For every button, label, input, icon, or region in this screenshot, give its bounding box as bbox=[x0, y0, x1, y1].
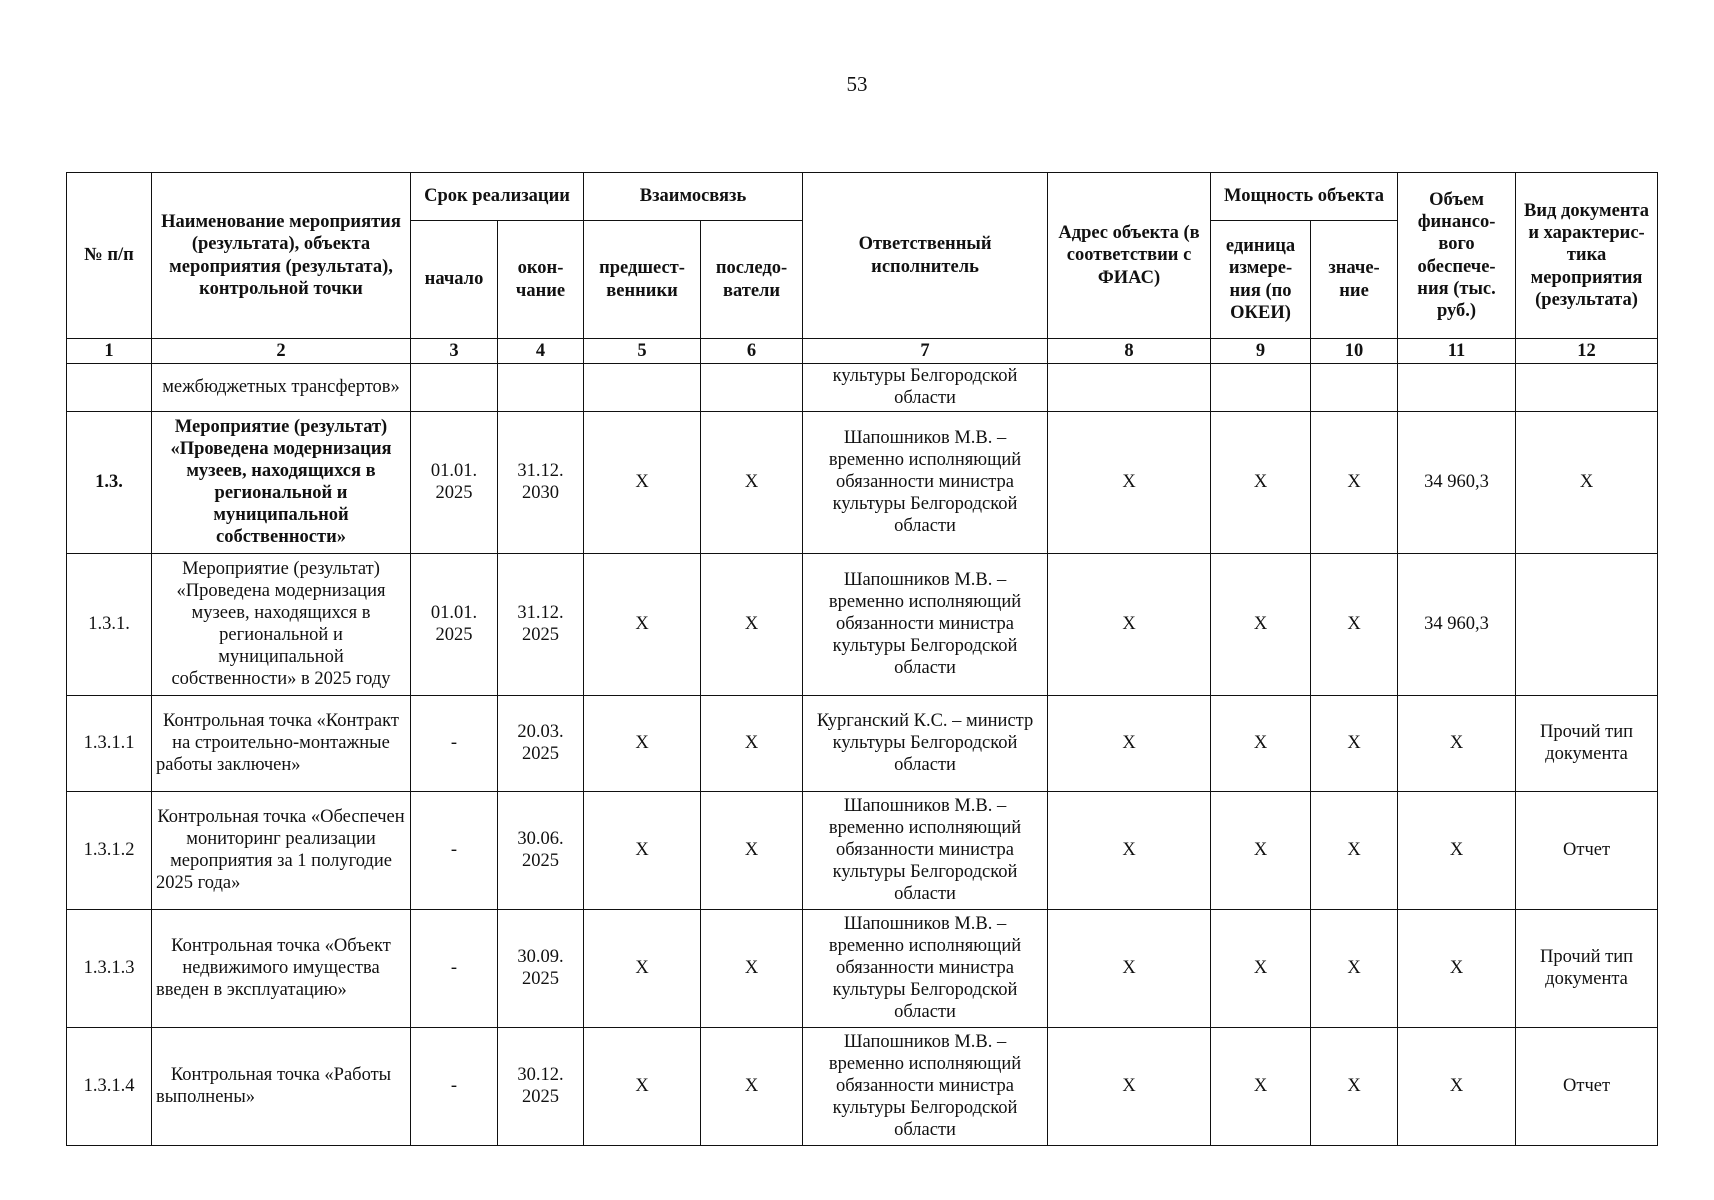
row-doc-type: Отчет bbox=[1516, 1027, 1658, 1145]
header-doc-type: Вид документа и характерис-тика мероприятия (результата) bbox=[1516, 173, 1658, 339]
row-value: X bbox=[1311, 695, 1398, 791]
column-number: 1 bbox=[67, 339, 152, 364]
row-number: 1.3.1.3 bbox=[67, 909, 152, 1027]
row-pred: X bbox=[584, 1027, 701, 1145]
row-succ: X bbox=[701, 411, 803, 553]
row-unit: X bbox=[1211, 695, 1311, 791]
column-number: 6 bbox=[701, 339, 803, 364]
row-finance: 34 960,3 bbox=[1398, 411, 1516, 553]
header-finance: Объем финансо-вого обеспече-ния (тыс. руб.) bbox=[1398, 173, 1516, 339]
row-doc-type: Прочий тип документа bbox=[1516, 909, 1658, 1027]
column-number: 4 bbox=[498, 339, 584, 364]
table-row bbox=[67, 909, 1658, 1027]
row-start: - bbox=[411, 1027, 498, 1145]
row-unit: X bbox=[1211, 553, 1311, 695]
row-finance: X bbox=[1398, 695, 1516, 791]
row-finance: 34 960,3 bbox=[1398, 553, 1516, 695]
row-finance bbox=[1398, 364, 1516, 411]
row-unit bbox=[1211, 364, 1311, 411]
row-pred: X bbox=[584, 791, 701, 909]
row-start: - bbox=[411, 791, 498, 909]
table-row bbox=[67, 364, 1658, 411]
row-value: X bbox=[1311, 909, 1398, 1027]
row-doc-type bbox=[1516, 553, 1658, 695]
row-succ: X bbox=[701, 695, 803, 791]
row-name: межбюджетных трансфертов» bbox=[152, 364, 411, 411]
row-end: 30.12. 2025 bbox=[498, 1027, 584, 1145]
row-name: Контрольная точка «Работы выполнены» bbox=[152, 1027, 411, 1145]
row-succ: X bbox=[701, 553, 803, 695]
row-succ: X bbox=[701, 909, 803, 1027]
row-start: 01.01. 2025 bbox=[411, 411, 498, 553]
row-start: - bbox=[411, 695, 498, 791]
row-name: Мероприятие (результат) «Проведена модернизация музеев, находящихся в региональной и муниципальной собственности» bbox=[152, 411, 411, 553]
row-value: X bbox=[1311, 411, 1398, 553]
row-responsible: культуры Белгородской области bbox=[803, 364, 1048, 411]
row-address: X bbox=[1048, 909, 1211, 1027]
table-row bbox=[67, 695, 1658, 791]
row-name: Мероприятие (результат) «Проведена модернизация музеев, находящихся в региональной и муниципальной собственности» в 2025 году bbox=[152, 553, 411, 695]
row-address: X bbox=[1048, 411, 1211, 553]
row-name: Контрольная точка «Объект недвижимого имущества введен в эксплуатацию» bbox=[152, 909, 411, 1027]
row-end: 20.03. 2025 bbox=[498, 695, 584, 791]
row-succ: X bbox=[701, 1027, 803, 1145]
column-number: 2 bbox=[152, 339, 411, 364]
row-address: X bbox=[1048, 695, 1211, 791]
row-finance: X bbox=[1398, 791, 1516, 909]
row-pred bbox=[584, 364, 701, 411]
column-number: 8 bbox=[1048, 339, 1211, 364]
row-start: - bbox=[411, 909, 498, 1027]
row-responsible: Шапошников М.В. – временно исполняющий обязанности министра культуры Белгородской области bbox=[803, 1027, 1048, 1145]
header-name: Наименование мероприятия (результата), объекта мероприятия (результата), контрольной точки bbox=[152, 173, 411, 339]
row-pred: X bbox=[584, 909, 701, 1027]
column-numbers-row bbox=[67, 339, 1658, 364]
implementation-plan-table bbox=[66, 172, 1658, 1146]
header-term-start: начало bbox=[411, 221, 498, 339]
header-link-pred: предшест-венники bbox=[584, 221, 701, 339]
row-name: Контрольная точка «Обеспечен мониторинг реализации мероприятия за 1 полугодие 2025 года» bbox=[152, 791, 411, 909]
row-number bbox=[67, 364, 152, 411]
row-finance: X bbox=[1398, 909, 1516, 1027]
row-number: 1.3.1. bbox=[67, 553, 152, 695]
row-pred: X bbox=[584, 411, 701, 553]
row-doc-type bbox=[1516, 364, 1658, 411]
header-power-group: Мощность объекта bbox=[1211, 173, 1398, 221]
row-end: 30.09. 2025 bbox=[498, 909, 584, 1027]
row-pred: X bbox=[584, 553, 701, 695]
row-start: 01.01. 2025 bbox=[411, 553, 498, 695]
row-address bbox=[1048, 364, 1211, 411]
row-responsible: Курганский К.С. – министр культуры Белгородской области bbox=[803, 695, 1048, 791]
row-responsible: Шапошников М.В. – временно исполняющий обязанности министра культуры Белгородской области bbox=[803, 909, 1048, 1027]
header-row-1 bbox=[67, 173, 1658, 221]
column-number: 9 bbox=[1211, 339, 1311, 364]
column-number: 7 bbox=[803, 339, 1048, 364]
row-end: 31.12. 2025 bbox=[498, 553, 584, 695]
header-link-succ: последо-ватели bbox=[701, 221, 803, 339]
header-link-group: Взаимосвязь bbox=[584, 173, 803, 221]
row-value: X bbox=[1311, 553, 1398, 695]
row-number: 1.3.1.2 bbox=[67, 791, 152, 909]
page-number: 53 bbox=[846, 72, 868, 96]
header-number: № п/п bbox=[67, 173, 152, 339]
header-address: Адрес объекта (в соответствии с ФИАС) bbox=[1048, 173, 1211, 339]
row-end bbox=[498, 364, 584, 411]
row-succ: X bbox=[701, 791, 803, 909]
header-term-end: окон-чание bbox=[498, 221, 584, 339]
row-unit: X bbox=[1211, 1027, 1311, 1145]
column-number: 10 bbox=[1311, 339, 1398, 364]
row-end: 31.12. 2030 bbox=[498, 411, 584, 553]
row-address: X bbox=[1048, 1027, 1211, 1145]
row-number: 1.3.1.1 bbox=[67, 695, 152, 791]
row-responsible: Шапошников М.В. – временно исполняющий обязанности министра культуры Белгородской области bbox=[803, 411, 1048, 553]
row-finance: X bbox=[1398, 1027, 1516, 1145]
row-succ bbox=[701, 364, 803, 411]
column-number: 12 bbox=[1516, 339, 1658, 364]
table-row bbox=[67, 411, 1658, 553]
row-pred: X bbox=[584, 695, 701, 791]
row-unit: X bbox=[1211, 791, 1311, 909]
row-value: X bbox=[1311, 1027, 1398, 1145]
row-start bbox=[411, 364, 498, 411]
header-responsible: Ответственный исполнитель bbox=[803, 173, 1048, 339]
row-end: 30.06. 2025 bbox=[498, 791, 584, 909]
row-doc-type: Отчет bbox=[1516, 791, 1658, 909]
row-unit: X bbox=[1211, 411, 1311, 553]
header-power-unit: единица измере-ния (по ОКЕИ) bbox=[1211, 221, 1311, 339]
row-number: 1.3. bbox=[67, 411, 152, 553]
row-doc-type: Прочий тип документа bbox=[1516, 695, 1658, 791]
table-row bbox=[67, 1027, 1658, 1145]
row-responsible: Шапошников М.В. – временно исполняющий обязанности министра культуры Белгородской области bbox=[803, 791, 1048, 909]
table-row bbox=[67, 791, 1658, 909]
row-address: X bbox=[1048, 553, 1211, 695]
row-value bbox=[1311, 364, 1398, 411]
row-name: Контрольная точка «Контракт на строительно-монтажные работы заключен» bbox=[152, 695, 411, 791]
row-doc-type: X bbox=[1516, 411, 1658, 553]
row-responsible: Шапошников М.В. – временно исполняющий обязанности министра культуры Белгородской области bbox=[803, 553, 1048, 695]
column-number: 11 bbox=[1398, 339, 1516, 364]
row-address: X bbox=[1048, 791, 1211, 909]
header-power-value: значе-ние bbox=[1311, 221, 1398, 339]
row-value: X bbox=[1311, 791, 1398, 909]
column-number: 3 bbox=[411, 339, 498, 364]
header-term-group: Срок реализации bbox=[411, 173, 584, 221]
table-row bbox=[67, 553, 1658, 695]
row-unit: X bbox=[1211, 909, 1311, 1027]
row-number: 1.3.1.4 bbox=[67, 1027, 152, 1145]
column-number: 5 bbox=[584, 339, 701, 364]
